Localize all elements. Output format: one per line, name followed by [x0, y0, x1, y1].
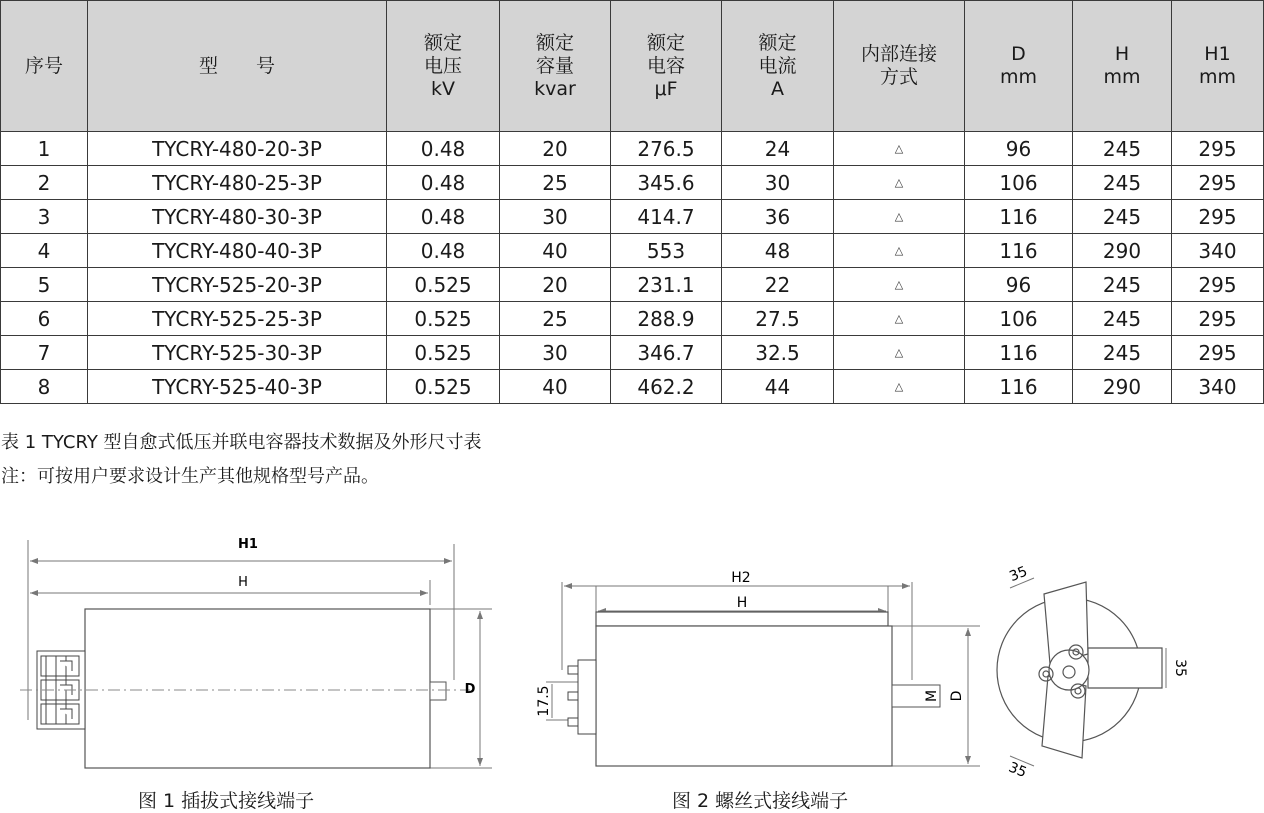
cell-index: 7 [1, 336, 88, 370]
cell-capacitance: 288.9 [611, 302, 722, 336]
table-body [1, 132, 1264, 404]
cell-index: 2 [1, 166, 88, 200]
cell-d: 106 [965, 166, 1073, 200]
cell-capacitance: 553 [611, 234, 722, 268]
cell-voltage: 0.48 [387, 200, 500, 234]
table-row [1, 166, 1264, 200]
cell-model: TYCRY-525-25-3P [88, 302, 387, 336]
table-row [1, 268, 1264, 302]
bolt-1 [430, 682, 446, 700]
cell-capacity: 25 [500, 166, 611, 200]
header-capacitance: 额定 电容 μF [611, 1, 722, 132]
cell-voltage: 0.48 [387, 166, 500, 200]
cell-model: TYCRY-525-40-3P [88, 370, 387, 404]
cell-current: 48 [722, 234, 834, 268]
cell-capacitance: 231.1 [611, 268, 722, 302]
cell-d: 116 [965, 234, 1073, 268]
dim-h1-label-1: H1 [238, 537, 258, 552]
figure2-caption: 图 2 螺丝式接线端子 [672, 790, 849, 812]
cell-voltage: 0.525 [387, 302, 500, 336]
cell-h1: 295 [1172, 132, 1264, 166]
cell-model: TYCRY-480-30-3P [88, 200, 387, 234]
cell-capacity: 40 [500, 370, 611, 404]
header-current: 额定 电流 A [722, 1, 834, 132]
figure1-caption: 图 1 插拔式接线端子 [138, 790, 315, 812]
cell-h: 290 [1073, 234, 1172, 268]
cell-connection: △ [834, 132, 965, 166]
header-h: H mm [1073, 1, 1172, 132]
dim-35-top-label: 35 [1007, 563, 1030, 586]
cell-index: 1 [1, 132, 88, 166]
table-row [1, 336, 1264, 370]
cell-model: TYCRY-480-25-3P [88, 166, 387, 200]
cell-connection: △ [834, 336, 965, 370]
cell-index: 5 [1, 268, 88, 302]
cell-model: TYCRY-525-30-3P [88, 336, 387, 370]
cell-index: 4 [1, 234, 88, 268]
cell-model: TYCRY-480-40-3P [88, 234, 387, 268]
cell-index: 6 [1, 302, 88, 336]
header-h1: H1 mm [1172, 1, 1264, 132]
table-caption: 表 1 TYCRY 型自愈式低压并联电容器技术数据及外形尺寸表 [1, 432, 482, 453]
cell-h: 290 [1073, 370, 1172, 404]
cell-current: 30 [722, 166, 834, 200]
cell-voltage: 0.525 [387, 268, 500, 302]
header-connection: 内部连接 方式 [834, 1, 965, 132]
cell-d: 116 [965, 370, 1073, 404]
figure-screw-terminal [520, 560, 1264, 786]
cell-connection: △ [834, 370, 965, 404]
header-d: D mm [965, 1, 1073, 132]
cell-h: 245 [1073, 132, 1172, 166]
cell-voltage: 0.525 [387, 336, 500, 370]
cell-current: 36 [722, 200, 834, 234]
header-voltage: 额定 电压 kV [387, 1, 500, 132]
cell-voltage: 0.48 [387, 132, 500, 166]
header-model: 型 号 [88, 1, 387, 132]
figure-plug-terminal [0, 520, 520, 782]
cell-index: 8 [1, 370, 88, 404]
cell-capacitance: 462.2 [611, 370, 722, 404]
dim-35-bottom-label: 35 [1006, 759, 1029, 782]
dim-h2-label-2: H2 [731, 570, 751, 586]
cell-voltage: 0.48 [387, 234, 500, 268]
cell-h1: 340 [1172, 234, 1264, 268]
capacitor-lid-2 [596, 612, 888, 626]
cell-capacity: 30 [500, 336, 611, 370]
capacitor-body-1 [85, 609, 430, 768]
cell-h: 245 [1073, 200, 1172, 234]
table-row [1, 200, 1264, 234]
cell-connection: △ [834, 234, 965, 268]
end-view [997, 582, 1162, 758]
cell-connection: △ [834, 302, 965, 336]
cell-d: 96 [965, 268, 1073, 302]
header-capacity: 额定 容量 kvar [500, 1, 611, 132]
dim-m-label-2: M [924, 689, 940, 703]
cell-h1: 295 [1172, 268, 1264, 302]
dim-d-label-1: D [464, 682, 476, 697]
cell-capacity: 20 [500, 132, 611, 166]
cell-d: 116 [965, 200, 1073, 234]
cell-current: 44 [722, 370, 834, 404]
cell-capacity: 20 [500, 268, 611, 302]
cell-voltage: 0.525 [387, 370, 500, 404]
cell-current: 32.5 [722, 336, 834, 370]
screw-terminals [568, 660, 596, 734]
cell-index: 3 [1, 200, 88, 234]
cell-h: 245 [1073, 166, 1172, 200]
dim-h-label-2: H [736, 595, 748, 611]
cell-h1: 295 [1172, 200, 1264, 234]
dim-d-label-2: D [949, 690, 965, 702]
cell-h: 245 [1073, 302, 1172, 336]
cell-h: 245 [1073, 336, 1172, 370]
cell-current: 22 [722, 268, 834, 302]
table-header-row [1, 1, 1264, 132]
cell-capacitance: 345.6 [611, 166, 722, 200]
table-row [1, 132, 1264, 166]
cell-model: TYCRY-480-20-3P [88, 132, 387, 166]
cell-connection: △ [834, 166, 965, 200]
dim-35-right-label: 35 [1172, 659, 1188, 677]
cell-h1: 295 [1172, 302, 1264, 336]
cell-connection: △ [834, 200, 965, 234]
cell-capacity: 25 [500, 302, 611, 336]
cell-capacity: 30 [500, 200, 611, 234]
cell-capacitance: 276.5 [611, 132, 722, 166]
cell-d: 116 [965, 336, 1073, 370]
header-index: 序号 [1, 1, 88, 132]
cell-connection: △ [834, 268, 965, 302]
dim-17-5-label: 17.5 [536, 685, 552, 717]
cell-h: 245 [1073, 268, 1172, 302]
spec-table [0, 0, 1264, 404]
cell-capacity: 40 [500, 234, 611, 268]
cell-d: 96 [965, 132, 1073, 166]
table-row [1, 234, 1264, 268]
capacitor-body-2 [596, 626, 892, 766]
cell-current: 24 [722, 132, 834, 166]
table-row [1, 370, 1264, 404]
cell-capacitance: 414.7 [611, 200, 722, 234]
cell-model: TYCRY-525-20-3P [88, 268, 387, 302]
cell-h1: 295 [1172, 166, 1264, 200]
table-note: 注：可按用户要求设计生产其他规格型号产品。 [1, 466, 379, 487]
cell-d: 106 [965, 302, 1073, 336]
cell-capacitance: 346.7 [611, 336, 722, 370]
table-row [1, 302, 1264, 336]
cell-h1: 295 [1172, 336, 1264, 370]
cell-current: 27.5 [722, 302, 834, 336]
dim-h-label-1: H [238, 575, 248, 590]
cell-h1: 340 [1172, 370, 1264, 404]
